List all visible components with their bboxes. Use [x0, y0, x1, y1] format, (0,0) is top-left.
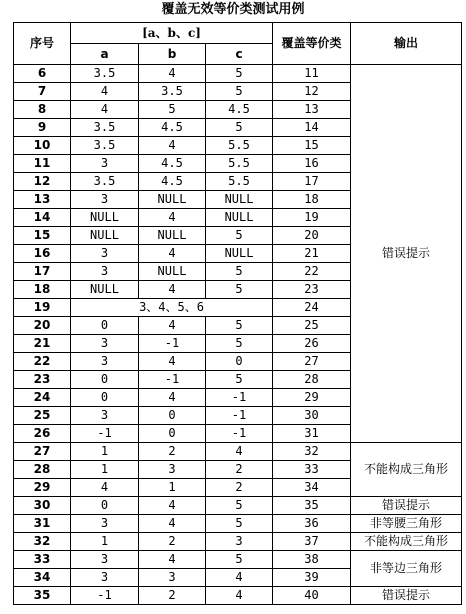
cell-class: 30 [273, 407, 351, 425]
cell-abc-merged: 3、4、5、6 [71, 299, 273, 317]
cell-c: 5.5 [206, 155, 273, 173]
cell-c: 5.5 [206, 137, 273, 155]
cell-c: 5 [206, 515, 273, 533]
cell-c: -1 [206, 407, 273, 425]
cell-class: 24 [273, 299, 351, 317]
cell-class: 27 [273, 353, 351, 371]
cell-class: 40 [273, 587, 351, 605]
page-title: 覆盖无效等价类测试用例 [161, 2, 305, 17]
cell-seq: 13 [14, 191, 71, 209]
cell-class: 25 [273, 317, 351, 335]
header-b: b [139, 44, 206, 65]
cell-seq: 24 [14, 389, 71, 407]
cell-b: 3 [139, 461, 206, 479]
cell-b: 4.5 [139, 155, 206, 173]
cell-b: 4 [139, 515, 206, 533]
cell-c: 4.5 [206, 101, 273, 119]
cell-b: 4.5 [139, 173, 206, 191]
cell-seq: 7 [14, 83, 71, 101]
cell-output: 非等边三角形 [351, 551, 462, 587]
cell-class: 18 [273, 191, 351, 209]
cell-c: 5 [206, 119, 273, 137]
cell-seq: 9 [14, 119, 71, 137]
cell-b: 4 [139, 209, 206, 227]
cell-a: 3.5 [71, 65, 139, 83]
cell-b: -1 [139, 335, 206, 353]
cell-class: 19 [273, 209, 351, 227]
cell-b: 2 [139, 443, 206, 461]
cell-seq: 15 [14, 227, 71, 245]
cell-seq: 33 [14, 551, 71, 569]
cell-seq: 30 [14, 497, 71, 515]
cell-b: 3.5 [139, 83, 206, 101]
cell-c: 5 [206, 317, 273, 335]
cell-seq: 29 [14, 479, 71, 497]
cell-c: 5 [206, 371, 273, 389]
cell-c: 2 [206, 479, 273, 497]
table-row [14, 65, 462, 83]
cell-class: 29 [273, 389, 351, 407]
cell-output: 错误提示 [351, 587, 462, 605]
cell-class: 28 [273, 371, 351, 389]
cell-b: 0 [139, 407, 206, 425]
cell-seq: 23 [14, 371, 71, 389]
cell-b: 4 [139, 65, 206, 83]
cell-class: 32 [273, 443, 351, 461]
cell-output: 错误提示 [351, 497, 462, 515]
cell-b: 4 [139, 497, 206, 515]
table-row [14, 587, 462, 605]
cell-a: 4 [71, 479, 139, 497]
cell-a: 3 [71, 335, 139, 353]
cell-seq: 8 [14, 101, 71, 119]
cell-b: 4 [139, 389, 206, 407]
cell-a: -1 [71, 425, 139, 443]
cell-a: 3 [71, 569, 139, 587]
cell-seq: 28 [14, 461, 71, 479]
cell-c: 5 [206, 263, 273, 281]
cell-class: 31 [273, 425, 351, 443]
cell-seq: 20 [14, 317, 71, 335]
cell-c: 5 [206, 227, 273, 245]
cell-seq: 32 [14, 533, 71, 551]
cell-class: 23 [273, 281, 351, 299]
header-output: 输出 [351, 23, 462, 65]
cell-seq: 6 [14, 65, 71, 83]
cell-class: 22 [273, 263, 351, 281]
cell-b: -1 [139, 371, 206, 389]
cell-c: 5 [206, 335, 273, 353]
cell-class: 20 [273, 227, 351, 245]
cell-class: 21 [273, 245, 351, 263]
table-row [14, 515, 462, 533]
header-c: c [206, 44, 273, 65]
cell-b: 4.5 [139, 119, 206, 137]
cell-a: 4 [71, 101, 139, 119]
cell-a: 3 [71, 407, 139, 425]
cell-a: 3 [71, 263, 139, 281]
cell-c: NULL [206, 209, 273, 227]
cell-c: -1 [206, 389, 273, 407]
cell-c: 4 [206, 587, 273, 605]
cell-b: 3 [139, 569, 206, 587]
cell-b: 1 [139, 479, 206, 497]
cell-c: 5 [206, 65, 273, 83]
cell-a: 3 [71, 245, 139, 263]
cell-c: 5.5 [206, 173, 273, 191]
cell-b: 2 [139, 533, 206, 551]
cell-seq: 27 [14, 443, 71, 461]
cell-c: 3 [206, 533, 273, 551]
cell-a: 3.5 [71, 173, 139, 191]
cell-class: 15 [273, 137, 351, 155]
cell-class: 12 [273, 83, 351, 101]
header-a: a [71, 44, 139, 65]
cell-b: 4 [139, 137, 206, 155]
cell-seq: 12 [14, 173, 71, 191]
cell-a: 1 [71, 533, 139, 551]
cell-a: -1 [71, 587, 139, 605]
cell-a: 1 [71, 461, 139, 479]
cell-seq: 19 [14, 299, 71, 317]
cell-class: 35 [273, 497, 351, 515]
cell-seq: 35 [14, 587, 71, 605]
cell-class: 39 [273, 569, 351, 587]
cell-class: 33 [273, 461, 351, 479]
cell-class: 13 [273, 101, 351, 119]
header-class: 覆盖等价类 [273, 23, 351, 65]
cell-a: 4 [71, 83, 139, 101]
cell-a: 3 [71, 155, 139, 173]
cell-c: -1 [206, 425, 273, 443]
cell-b: 5 [139, 101, 206, 119]
cell-a: 3 [71, 353, 139, 371]
cell-seq: 31 [14, 515, 71, 533]
header-seq: 序号 [14, 23, 71, 65]
cell-output: 不能构成三角形 [351, 533, 462, 551]
cell-c: 5 [206, 281, 273, 299]
cell-c: 0 [206, 353, 273, 371]
cell-c: 4 [206, 443, 273, 461]
cell-class: 17 [273, 173, 351, 191]
cell-c: 2 [206, 461, 273, 479]
cell-c: NULL [206, 191, 273, 209]
cell-output: 不能构成三角形 [351, 443, 462, 497]
cell-class: 38 [273, 551, 351, 569]
cell-seq: 16 [14, 245, 71, 263]
cell-seq: 11 [14, 155, 71, 173]
cell-b: NULL [139, 191, 206, 209]
cell-class: 37 [273, 533, 351, 551]
cell-a: NULL [71, 209, 139, 227]
cell-seq: 22 [14, 353, 71, 371]
cell-c: 5 [206, 83, 273, 101]
cell-a: 3 [71, 551, 139, 569]
table-row [14, 551, 462, 569]
cell-a: 0 [71, 497, 139, 515]
cell-b: NULL [139, 227, 206, 245]
cell-c: NULL [206, 245, 273, 263]
cell-output: 非等腰三角形 [351, 515, 462, 533]
cell-class: 16 [273, 155, 351, 173]
cell-seq: 25 [14, 407, 71, 425]
cell-b: 4 [139, 281, 206, 299]
cell-c: 4 [206, 569, 273, 587]
cell-b: 4 [139, 551, 206, 569]
cell-a: 3.5 [71, 137, 139, 155]
table-row [14, 443, 462, 461]
cell-b: 4 [139, 245, 206, 263]
cell-a: NULL [71, 227, 139, 245]
cell-a: 3 [71, 191, 139, 209]
cell-b: 2 [139, 587, 206, 605]
cell-a: 0 [71, 371, 139, 389]
cell-a: 3 [71, 515, 139, 533]
cell-class: 34 [273, 479, 351, 497]
cell-a: 0 [71, 317, 139, 335]
cell-b: NULL [139, 263, 206, 281]
cell-c: 5 [206, 551, 273, 569]
cell-seq: 34 [14, 569, 71, 587]
cell-class: 26 [273, 335, 351, 353]
table-row [14, 533, 462, 551]
table-row [14, 497, 462, 515]
cell-a: NULL [71, 281, 139, 299]
cell-class: 11 [273, 65, 351, 83]
cell-class: 36 [273, 515, 351, 533]
cell-seq: 18 [14, 281, 71, 299]
cell-seq: 26 [14, 425, 71, 443]
cell-class: 14 [273, 119, 351, 137]
cell-seq: 10 [14, 137, 71, 155]
cell-output: 错误提示 [351, 65, 462, 443]
header-abc: [a、b、c] [71, 23, 273, 44]
cell-a: 1 [71, 443, 139, 461]
cell-b: 4 [139, 317, 206, 335]
cell-seq: 17 [14, 263, 71, 281]
cell-seq: 21 [14, 335, 71, 353]
cell-b: 4 [139, 353, 206, 371]
test-case-table [13, 22, 462, 605]
cell-b: 0 [139, 425, 206, 443]
cell-seq: 14 [14, 209, 71, 227]
cell-a: 3.5 [71, 119, 139, 137]
cell-c: 5 [206, 497, 273, 515]
cell-a: 0 [71, 389, 139, 407]
table-body [14, 65, 462, 605]
